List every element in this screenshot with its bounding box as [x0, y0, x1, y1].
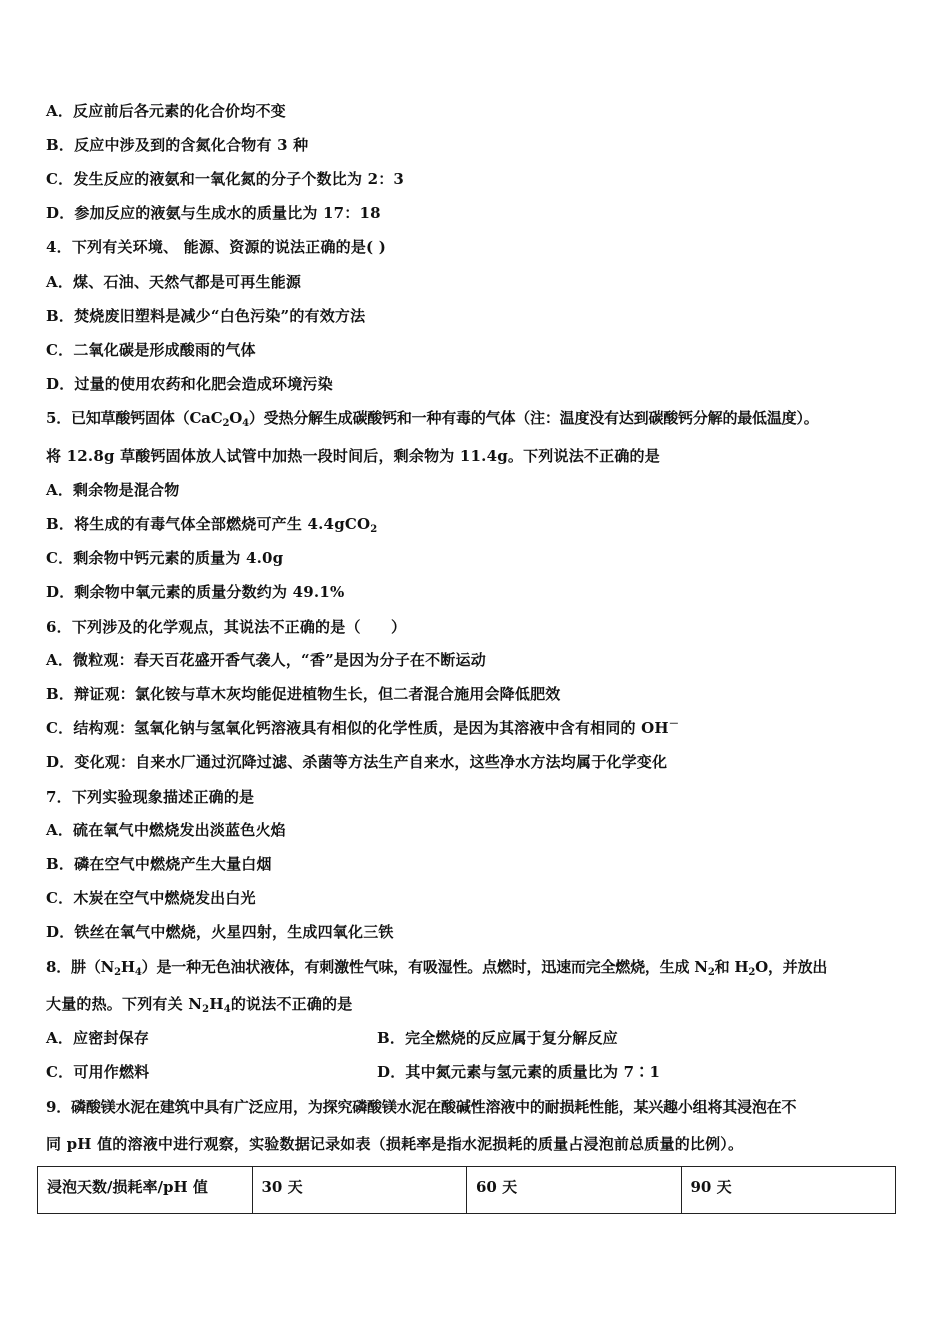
q8-stem-text: ）是一种无色油状液体，有刺激性气味，有吸湿性。点燃时，迅速而完全燃烧，生成 N — [141, 958, 708, 976]
q9-stem-line2: 同 pH 值的溶液中进行观察，实验数据记录如表（损耗率是指水泥损耗的质量占浸泡前总质量的比例）。 — [46, 1135, 744, 1153]
table-header-cell: 浸泡天数/损耗率/pH 值 — [38, 1167, 253, 1214]
q6-option-d: D．变化观：自来水厂通过沉降过滤、杀菌等方法生产自来水，这些净水方法均属于化学变化 — [46, 753, 668, 771]
superscript: － — [668, 719, 680, 730]
table-header-cell: 30 天 — [252, 1167, 467, 1214]
q7-option-b: B．磷在空气中燃烧产生大量白烟 — [46, 855, 272, 873]
q3-option-c: C．发生反应的液氨和一氧化氮的分子个数比为 2：3 — [46, 170, 405, 188]
q4-option-d: D．过量的使用农药和化肥会造成环境污染 — [46, 375, 333, 393]
table-header-row — [38, 1167, 896, 1214]
q7-stem: 7．下列实验现象描述正确的是 — [46, 788, 255, 806]
table-header-cell: 90 天 — [681, 1167, 896, 1214]
q6-option-c — [46, 718, 679, 738]
q8-option-d: D．其中氮元素与氢元素的质量比为 7∶1 — [377, 1063, 661, 1081]
q4-option-c: C．二氧化碳是形成酸雨的气体 — [46, 341, 256, 359]
q8-stem-line2 — [46, 994, 352, 1014]
q3-option-a: A．反应前后各元素的化合价均不变 — [46, 102, 286, 120]
data-table — [37, 1166, 896, 1214]
q9-stem-line1: 9．磷酸镁水泥在建筑中具有广泛应用，为探究磷酸镁水泥在酸碱性溶液中的耐损耗性能，某兴趣小组将其浸泡在不 — [46, 1098, 797, 1116]
q8-stem-text: 8．肼（N — [46, 958, 115, 976]
q5-option-c: C．剩余物中钙元素的质量为 4.0g — [46, 549, 284, 567]
q8-stem-line1 — [46, 957, 827, 977]
q8-stem-text: H — [209, 995, 224, 1013]
q7-option-c: C．木炭在空气中燃烧发出白光 — [46, 889, 256, 907]
q8-stem-text: 和 H — [714, 958, 749, 976]
q5-stem-line2: 将 12.8g 草酸钙固体放人试管中加热一段时间后，剩余物为 11.4g。下列说法不正确的是 — [46, 447, 660, 465]
q5-option-b — [46, 514, 377, 534]
q5-stem-line1 — [46, 408, 819, 428]
q8-stem-text: O，并放出 — [755, 958, 828, 976]
subscript: 4 — [134, 967, 142, 978]
subscript: 2 — [202, 1004, 210, 1015]
q6-stem: 6．下列涉及的化学观点，其说法不正确的是（ ） — [46, 618, 407, 636]
subscript: 2 — [222, 418, 230, 429]
q5-stem-text: O — [229, 409, 243, 427]
q5-option-b-text: B．将生成的有毒气体全部燃烧可产生 4.4gCO — [46, 515, 371, 533]
q7-option-d: D．铁丝在氧气中燃烧，火星四射，生成四氧化三铁 — [46, 923, 394, 941]
q4-option-b: B．焚烧废旧塑料是减少“白色污染”的有效方法 — [46, 307, 366, 325]
q8-stem-text: H — [120, 958, 135, 976]
subscript: 4 — [223, 1004, 231, 1015]
subscript: 2 — [748, 967, 756, 978]
q3-option-d: D．参加反应的液氨与生成水的质量比为 17：18 — [46, 204, 381, 222]
q8-stem-text: 大量的热。下列有关 N — [46, 995, 203, 1013]
q7-option-a: A．硫在氧气中燃烧发出淡蓝色火焰 — [46, 821, 286, 839]
subscript: 2 — [370, 524, 378, 535]
q8-stem-text: 的说法不正确的是 — [230, 995, 353, 1013]
subscript: 2 — [114, 967, 121, 978]
q5-stem-text: ）受热分解生成碳酸钙和一种有毒的气体（注：温度没有达到碳酸钙分解的最低温度）。 — [248, 409, 819, 427]
q4-option-a: A．煤、石油、天然气都是可再生能源 — [46, 273, 302, 291]
q8-option-b: B．完全燃烧的反应属于复分解反应 — [377, 1029, 618, 1047]
q5-option-d: D．剩余物中氧元素的质量分数约为 49.1% — [46, 583, 345, 601]
q8-option-c: C．可用作燃料 — [46, 1063, 150, 1081]
q6-option-c-text: C．结构观：氢氧化钠与氢氧化钙溶液具有相似的化学性质，是因为其溶液中含有相同的 OH — [46, 719, 669, 737]
q6-option-a: A．微粒观：春天百花盛开香气袭人，“香”是因为分子在不断运动 — [46, 651, 486, 669]
subscript: 2 — [707, 967, 715, 978]
q4-stem: 4．下列有关环境、 能源、资源的说法正确的是( ) — [46, 238, 387, 256]
q6-option-b: B．辩证观：氯化铵与草木灰均能促进植物生长，但二者混合施用会降低肥效 — [46, 685, 561, 703]
q8-option-a: A．应密封保存 — [46, 1029, 150, 1047]
q5-option-a: A．剩余物是混合物 — [46, 481, 180, 499]
subscript: 4 — [242, 418, 249, 429]
q3-option-b: B．反应中涉及到的含氮化合物有 3 种 — [46, 136, 309, 154]
table-header-cell: 60 天 — [467, 1167, 682, 1214]
q5-stem-text: 5．已知草酸钙固体（CaC — [46, 409, 223, 427]
